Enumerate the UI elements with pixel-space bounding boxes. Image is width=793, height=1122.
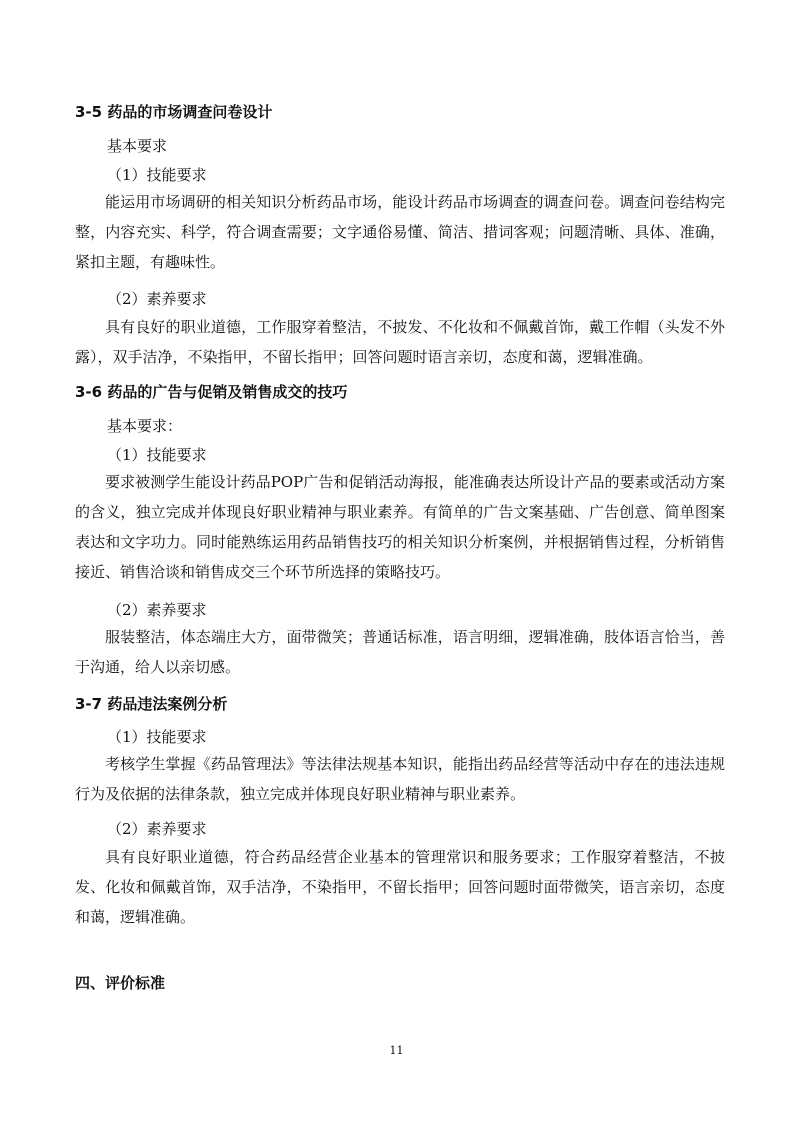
section-heading-3-5: 3-5 药品的市场调查问卷设计 [75,103,273,121]
skill-requirements-label-3-5: （1）技能要求 [107,166,207,184]
section-heading-3-6: 3-6 药品的广告与促销及销售成交的技巧 [75,383,348,401]
literacy-requirements-text-3-5: 具有良好的职业道德，工作服穿着整洁，不披发、不化妆和不佩戴首饰，戴工作帽（头发不外露），双手洁净，不染指甲，不留长指甲；回答问题时语言亲切，态度和蔼，逻辑准确。 [75,318,725,366]
literacy-requirements-label-3-7: （2）素养要求 [107,820,207,838]
literacy-requirements-text-3-6: 服装整洁，体态端庄大方，面带微笑；普通话标准，语言明细，逻辑准确，肢体语言恰当，善于沟通，给人以亲切感。 [75,628,725,676]
basic-requirements-label-3-5: 基本要求 [107,137,168,155]
skill-requirements-label-3-6: （1）技能要求 [107,446,207,464]
literacy-requirements-label-3-6: （2）素养要求 [107,601,207,619]
skill-requirements-label-3-7: （1）技能要求 [107,728,207,746]
skill-requirements-text-3-7: 考核学生掌握《药品管理法》等法律法规基本知识，能指出药品经营等活动中存在的违法违规行为及依据的法律条款，独立完成并体现良好职业精神与职业素养。 [75,755,725,803]
section-heading-evaluation-criteria: 四、评价标准 [75,974,166,992]
skill-requirements-text-3-5: 能运用市场调研的相关知识分析药品市场，能设计药品市场调查的调查问卷。调查问卷结构完整，内容充实、科学，符合调查需要；文字通俗易懂、简洁、措词客观；问题清晰、具体、准确，紧扣主题，有趣味性。 [75,193,725,271]
literacy-requirements-label-3-5: （2）素养要求 [107,290,207,308]
page-number: 11 [389,1044,404,1057]
basic-requirements-label-3-6: 基本要求： [107,417,183,435]
literacy-requirements-text-3-7: 具有良好职业道德，符合药品经营企业基本的管理常识和服务要求；工作服穿着整洁，不披发、化妆和佩戴首饰，双手洁净，不染指甲，不留长指甲；回答问题时面带微笑，语言亲切，态度和蔼，逻辑准确。 [75,848,725,926]
section-heading-3-7: 3-7 药品违法案例分析 [75,695,228,713]
skill-requirements-text-3-6: 要求被测学生能设计药品POP广告和促销活动海报，能准确表达所设计产品的要素或活动方案的含义，独立完成并体现良好职业精神与职业素养。有简单的广告文案基础、广告创意、简单图案表达和文字功力。同时能熟练运用药品销售技巧的相关知识分析案例，并根据销售过程，分析销售接近、销售洽谈和销售成交三个环节所选择的策略技巧。 [75,473,725,581]
